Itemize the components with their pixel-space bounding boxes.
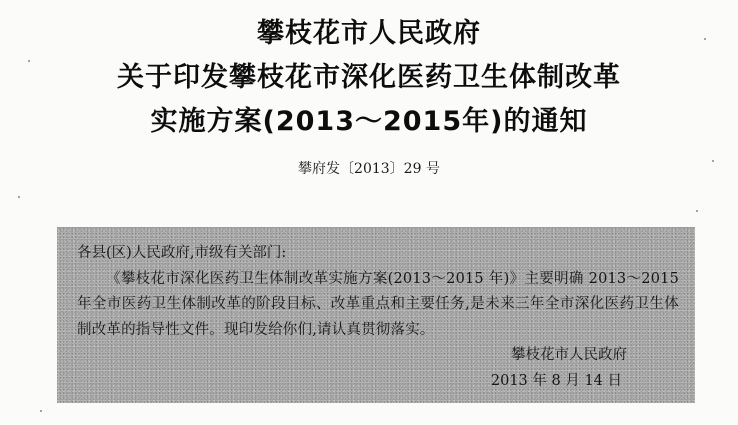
document-number: 攀府发〔2013〕29 号 <box>298 161 440 177</box>
scan-speck <box>696 210 698 212</box>
scan-speck <box>40 410 42 412</box>
scan-speck <box>28 60 30 62</box>
signature-date: 2013 年 8 月 14 日 <box>490 372 622 389</box>
salutation: 各县(区)人民政府,市级有关部门: <box>77 245 287 261</box>
title-line-subject-continued: 实施方案(2013～2015年)的通知 <box>150 106 588 137</box>
title-line-issuer: 攀枝花市人民政府 <box>257 18 481 49</box>
document-title <box>0 12 738 144</box>
signature-organization: 攀枝花市人民政府 <box>511 347 627 363</box>
scan-speck <box>18 196 20 198</box>
title-line-subject: 关于印发攀枝花市深化医药卫生体制改革 <box>117 62 621 93</box>
notice-body-text: 《攀枝花市深化医药卫生体制改革实施方案(2013～2015 年)》主要明确 2013～2015 年全市医药卫生体制改革的阶段目标、改革重点和主要任务,是未来三年全市深化医药卫生体制改革的指导性文件。现印发给你们,请认真贯彻落实。 <box>77 270 679 338</box>
scan-speck <box>712 160 714 162</box>
notice-body-box <box>57 227 695 403</box>
scan-speck <box>704 38 706 40</box>
